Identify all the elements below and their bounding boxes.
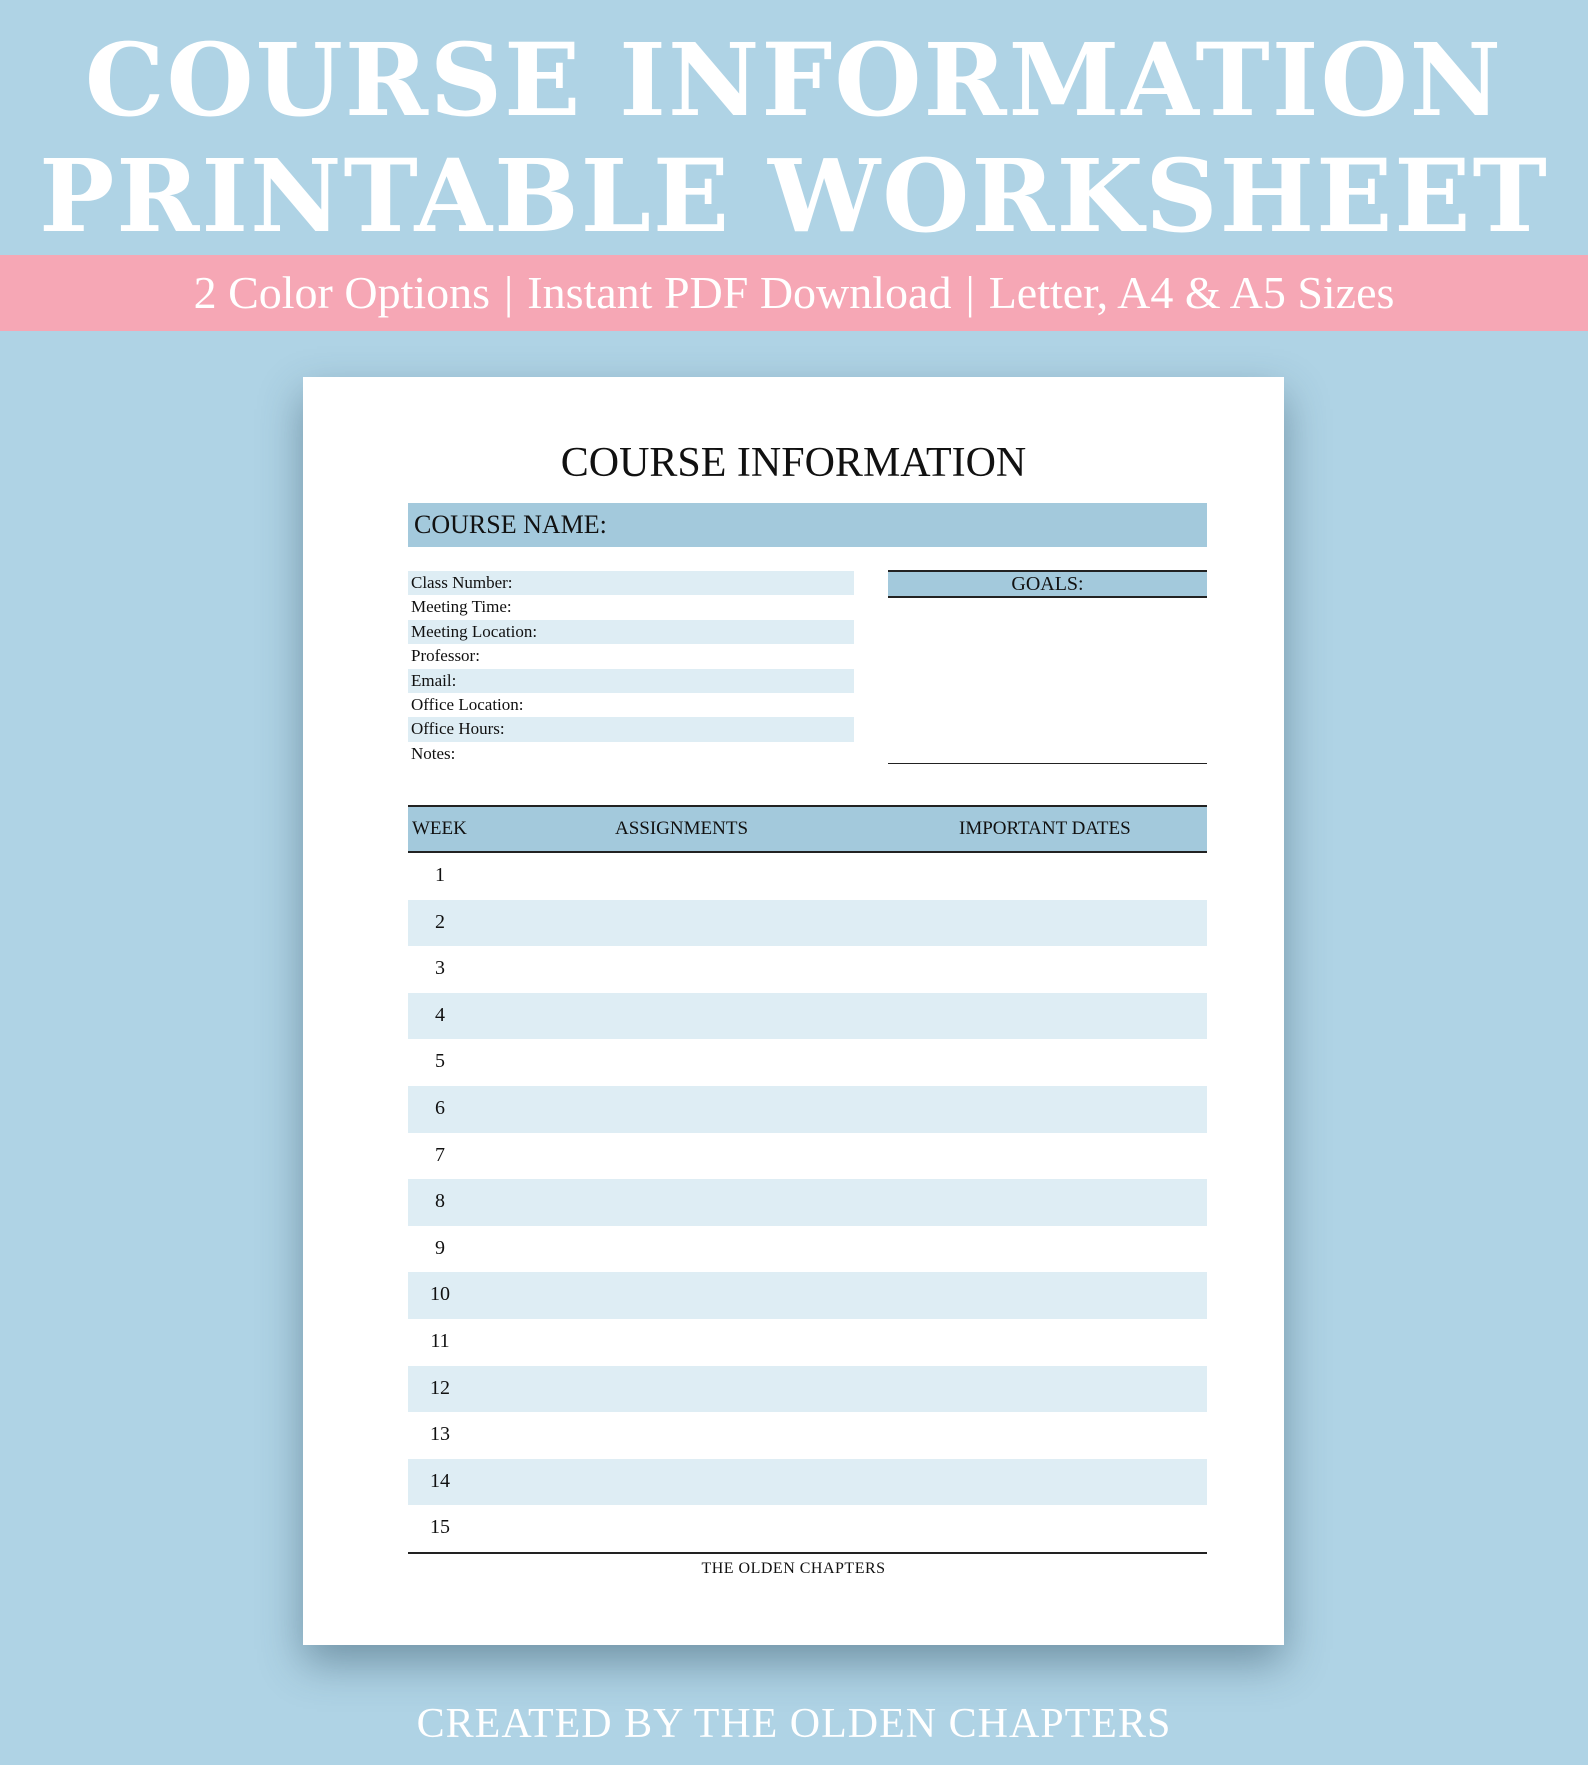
table-row — [408, 900, 1207, 947]
worksheet-footer-brand: THE OLDEN CHAPTERS — [701, 1560, 886, 1577]
banner-sizes: Letter, A4 & A5 Sizes — [988, 267, 1395, 318]
weekly-table-header — [408, 805, 1207, 853]
table-row — [408, 1133, 1207, 1180]
week-number: 3 — [435, 957, 445, 980]
class-number-field: Class Number: — [408, 571, 854, 595]
table-row — [408, 1272, 1207, 1319]
headline-line-2: PRINTABLE WORKSHEET — [39, 137, 1549, 255]
column-important-dates: IMPORTANT DATES — [959, 818, 1131, 839]
table-row — [408, 1039, 1207, 1086]
table-row — [408, 946, 1207, 993]
week-number: 10 — [430, 1283, 450, 1306]
table-row — [408, 1366, 1207, 1413]
notes-field: Notes: — [411, 743, 456, 763]
features-banner — [0, 255, 1588, 331]
goals-bottom-rule — [888, 763, 1207, 764]
table-row — [408, 1179, 1207, 1226]
professor-field: Professor: — [411, 646, 480, 666]
week-number: 12 — [430, 1376, 450, 1399]
banner-separator: | — [504, 267, 514, 318]
goals-header: GOALS: — [888, 570, 1207, 598]
week-number: 9 — [435, 1236, 445, 1259]
office-hours-field: Office Hours: — [408, 717, 854, 741]
week-number: 4 — [435, 1003, 445, 1026]
goals-section — [888, 570, 1207, 598]
week-number: 5 — [435, 1050, 445, 1073]
banner-separator: | — [965, 267, 975, 318]
worksheet-title: COURSE INFORMATION — [560, 440, 1027, 486]
week-number: 13 — [430, 1423, 450, 1446]
week-number: 6 — [435, 1096, 445, 1119]
week-number: 7 — [435, 1143, 445, 1166]
creator-credit: CREATED BY THE OLDEN CHAPTERS — [416, 1701, 1172, 1747]
table-row — [408, 1412, 1207, 1459]
office-location-field: Office Location: — [411, 694, 524, 714]
column-week: WEEK — [412, 818, 467, 839]
banner-color-options: 2 Color Options — [193, 267, 491, 318]
banner-pdf-download: Instant PDF Download — [527, 267, 952, 318]
table-row — [408, 1086, 1207, 1133]
table-row — [408, 1226, 1207, 1273]
week-number: 1 — [435, 864, 445, 886]
week-number: 2 — [435, 910, 445, 933]
meeting-location-field: Meeting Location: — [408, 620, 854, 644]
meeting-time-field: Meeting Time: — [411, 597, 512, 617]
table-row — [408, 1459, 1207, 1506]
week-number: 8 — [435, 1190, 445, 1213]
week-number: 14 — [430, 1469, 450, 1492]
table-row — [408, 1319, 1207, 1366]
headline-line-1: COURSE INFORMATION — [84, 21, 1504, 139]
week-number: 11 — [430, 1329, 450, 1352]
week-number: 15 — [430, 1516, 450, 1539]
table-row — [408, 993, 1207, 1040]
email-field: Email: — [408, 669, 854, 693]
course-name-field: COURSE NAME: — [408, 503, 1207, 547]
weekly-table — [408, 805, 1207, 1554]
table-bottom-rule — [408, 1552, 1207, 1554]
course-info-list — [408, 571, 854, 766]
column-assignments: ASSIGNMENTS — [615, 818, 749, 839]
table-row — [408, 853, 1207, 900]
worksheet-paper — [303, 377, 1284, 1645]
table-row — [408, 1505, 1207, 1552]
